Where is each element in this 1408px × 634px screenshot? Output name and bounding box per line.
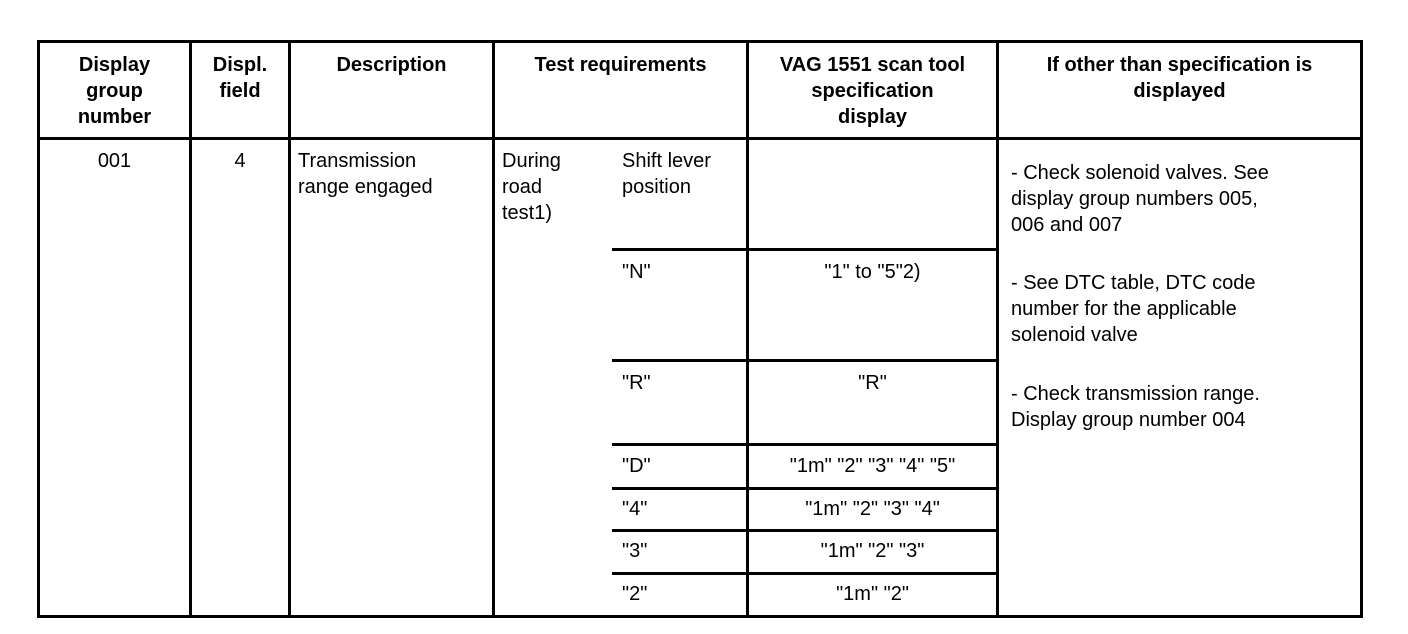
spec-display-r: "R" [858,372,887,394]
header-test-requirements: Test requirements [534,54,707,76]
header-if-other: If other than specification is displayed [1046,54,1313,102]
remedy-check-solenoid-valves: - Check solenoid valves. See display group numbers 005, 006 and 007 [1011,162,1269,236]
lever-position-n: "N" [622,261,651,283]
row-sep-2 [612,572,999,575]
header-display-group-number: Display group number [77,54,152,128]
table-border-bottom [37,615,1363,618]
remedy-see-dtc-table: - See DTC table, DTC code number for the applicable solenoid valve [1011,272,1256,346]
cell-test-condition: During road test1) [502,150,561,224]
lever-position-2: "2" [622,583,648,605]
remedy-check-transmission-range: - Check transmission range. Display group number 004 [1011,383,1260,431]
col-sep-1 [189,40,192,618]
lever-position-d: "D" [622,455,651,477]
cell-field: 4 [234,150,246,172]
header-scan-tool-spec: VAG 1551 scan tool specification display [779,54,966,128]
row-sep-3 [612,529,999,532]
lever-position-4: "4" [622,498,648,520]
col-sep-2 [288,40,291,618]
spec-display-4: "1m" "2" "3" "4" [805,498,940,520]
lever-position-3: "3" [622,540,648,562]
row-sep-n [612,248,999,251]
row-sep-r [612,359,999,362]
spec-display-2: "1m" "2" [836,583,909,605]
table-border-right [1360,40,1363,618]
row-sep-d [612,443,999,446]
col-sep-3 [492,40,495,618]
cell-shift-lever-header: Shift lever position [622,150,711,198]
spec-display-d: "1m" "2" "3" "4" "5" [789,455,956,477]
header-description: Description [336,54,447,76]
header-separator [37,137,1363,140]
spec-display-3: "1m" "2" "3" [820,540,925,562]
header-displ-field: Displ. field [212,54,268,102]
spec-display-n: "1" to "5"2) [824,261,921,283]
lever-position-r: "R" [622,372,651,394]
table-border-top [37,40,1363,43]
cell-group-number: 001 [97,150,132,172]
row-sep-4 [612,487,999,490]
cell-description: Transmission range engaged [298,150,433,198]
